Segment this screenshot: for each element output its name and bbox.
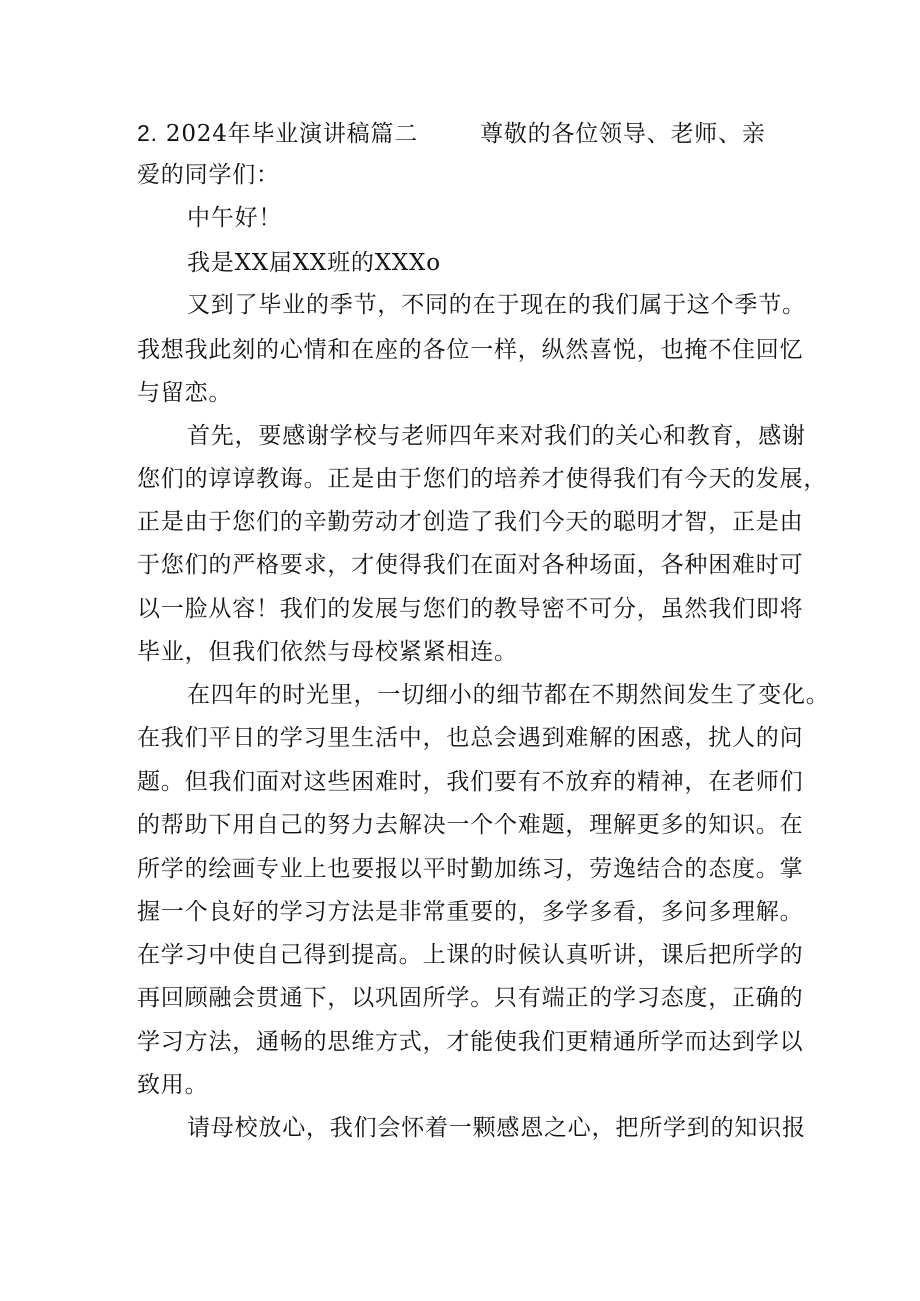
- text-line: 首先，要感谢学校与老师四年来对我们的关心和教育，感谢: [187, 423, 806, 449]
- text-line: 您们的谆谆教诲。正是由于您们的培养才使得我们有今天的发展，: [137, 466, 828, 492]
- text-line: 在学习中使自己得到提高。上课的时候认真听讲，课后把所学的: [137, 942, 804, 968]
- text-line: 我想我此刻的心情和在座的各位一样，纵然喜悦，也掩不住回忆: [137, 337, 804, 363]
- text-line: 于您们的严格要求，才使得我们在面对各种场面，各种困难时可: [137, 552, 804, 578]
- text-line: 正是由于您们的辛勤劳动才创造了我们今天的聪明才智，正是由: [137, 509, 804, 535]
- text-line: 请母校放心，我们会怀着一颗感恩之心，把所学到的知识报: [187, 1115, 806, 1141]
- heading-title: 2024年毕业演讲稿篇二: [165, 121, 419, 147]
- text-line: 致用。: [137, 1072, 209, 1098]
- text-line: 握一个良好的学习方法是非常重要的，多学多看，多问多理解。: [137, 899, 804, 925]
- salutation-start: 尊敬的各位领导、老师、亲: [480, 121, 766, 147]
- heading-line: [137, 118, 766, 149]
- text-line: 所学的绘画专业上也要报以平时勤加练习，劳逸结合的态度。掌: [137, 856, 804, 882]
- text-line: 毕业，但我们依然与母校紧紧相连。: [137, 639, 518, 665]
- text-line: 在四年的时光里，一切细小的细节都在不期然间发生了变化。: [187, 682, 830, 708]
- text-line: 学习方法，通畅的思维方式，才能使我们更精通所学而达到学以: [137, 1029, 804, 1055]
- text-line: 又到了毕业的季节，不同的在于现在的我们属于这个季节。: [187, 292, 806, 318]
- text-line: 的帮助下用自己的努力去解决一个个难题，理解更多的知识。在: [137, 812, 804, 838]
- text-line: 与留恋。: [137, 380, 233, 406]
- text-line: 题。但我们面对这些困难时，我们要有不放弃的精神，在老师们: [137, 769, 804, 795]
- text-line: 中午好！: [187, 205, 283, 231]
- text-line: 我是XX届XX班的XXXo: [187, 250, 441, 276]
- heading-number: 2.: [137, 120, 158, 146]
- text-line: 在我们平日的学习里生活中，也总会遇到难解的困惑，扰人的问: [137, 725, 804, 751]
- text-line: 爱的同学们：: [137, 162, 280, 188]
- text-line: 以一脸从容！我们的发展与您们的教导密不可分，虽然我们即将: [137, 596, 804, 622]
- text-line: 再回顾融会贯通下，以巩固所学。只有端正的学习态度，正确的: [137, 985, 804, 1011]
